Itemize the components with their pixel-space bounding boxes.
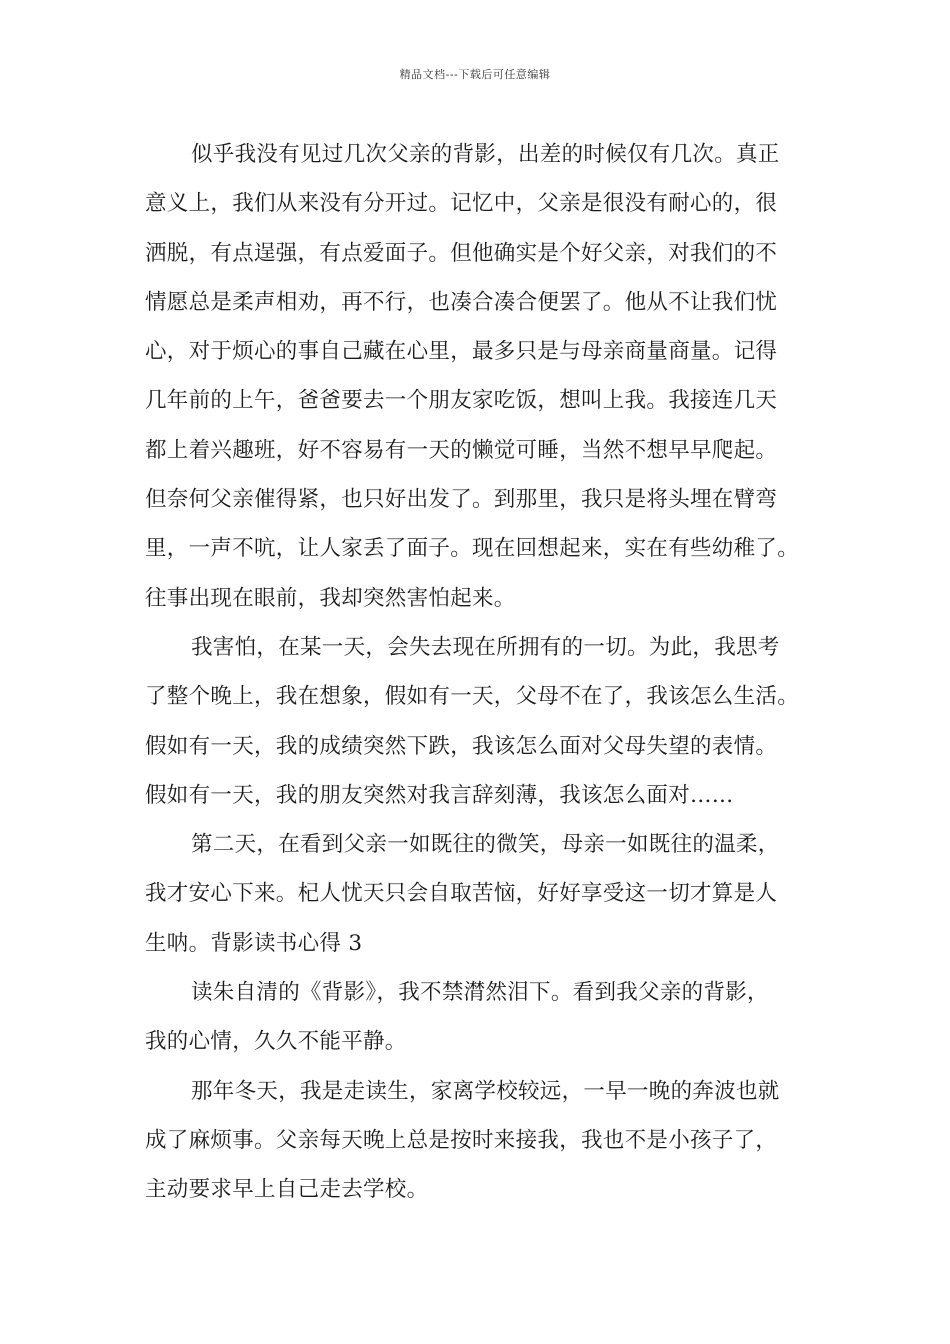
paragraph-first-line: 那年冬天，我是走读生，家离学校较远，一早一晚的奔波也就: [191, 1078, 780, 1104]
paragraph-line: 都上着兴趣班，好不容易有一天的懒觉可睡，当然不想早早爬起。: [145, 437, 778, 463]
paragraph-line: 情愿总是柔声相劝，再不行，也凑合凑合便罢了。他从不让我们忧: [145, 289, 778, 315]
paragraph-line: 心，对于烦心的事自己藏在心里，最多只是与母亲商量商量。记得: [145, 339, 778, 365]
paragraph-first-line: 第二天，在看到父亲一如既往的微笑，母亲一如既往的温柔，: [191, 832, 780, 858]
paragraph-line: 了整个晚上，我在想象，假如有一天，父母不在了，我该怎么生活。: [145, 684, 800, 710]
document-body: [145, 130, 817, 1215]
paragraph-line: 但奈何父亲催得紧，也只好出发了。到那里，我只是将头埋在臂弯: [145, 487, 778, 513]
paragraph-line: 假如有一天，我的朋友突然对我言辞刻薄，我该怎么面对……: [145, 782, 734, 808]
paragraph-line: 里，一声不吭，让人家丢了面子。现在回想起来，实在有些幼稚了。: [145, 536, 800, 562]
paragraph-line: 往事出现在眼前，我却突然害怕起来。: [145, 585, 516, 611]
paragraph-line: 我的心情，久久不能平静。: [145, 1029, 407, 1055]
page-header: 精品文档---下载后可任意编辑: [399, 68, 551, 81]
paragraph-line: 主动要求早上自己走去学校。: [145, 1177, 429, 1203]
paragraph-line: 生呐。背影读书心得 3: [145, 930, 363, 956]
paragraph-first-line: 读朱自清的《背影》，我不禁潸然泪下。看到我父亲的背影，: [191, 980, 769, 1006]
paragraph-line: 我才安心下来。杞人忧天只会自取苦恼，好好享受这一切才算是人: [145, 881, 778, 907]
paragraph-line: 意义上，我们从来没有分开过。记忆中，父亲是很没有耐心的，很: [145, 191, 778, 217]
paragraph-line: 几年前的上午，爸爸要去一个朋友家吃饭，想叫上我。我接连几天: [145, 388, 778, 414]
paragraph-line: 假如有一天，我的成绩突然下跌，我该怎么面对父母失望的表情。: [145, 733, 778, 759]
paragraph-first-line: 似乎我没有见过几次父亲的背影，出差的时候仅有几次。真正: [191, 142, 780, 167]
paragraph-first-line: 我害怕，在某一天，会失去现在所拥有的一切。为此，我思考: [191, 634, 780, 660]
paragraph-line: 洒脱，有点逞强，有点爱面子。但他确实是个好父亲，对我们的不: [145, 240, 778, 266]
paragraph-line: 成了麻烦事。父亲每天晚上总是按时来接我，我也不是小孩子了，: [145, 1127, 778, 1153]
